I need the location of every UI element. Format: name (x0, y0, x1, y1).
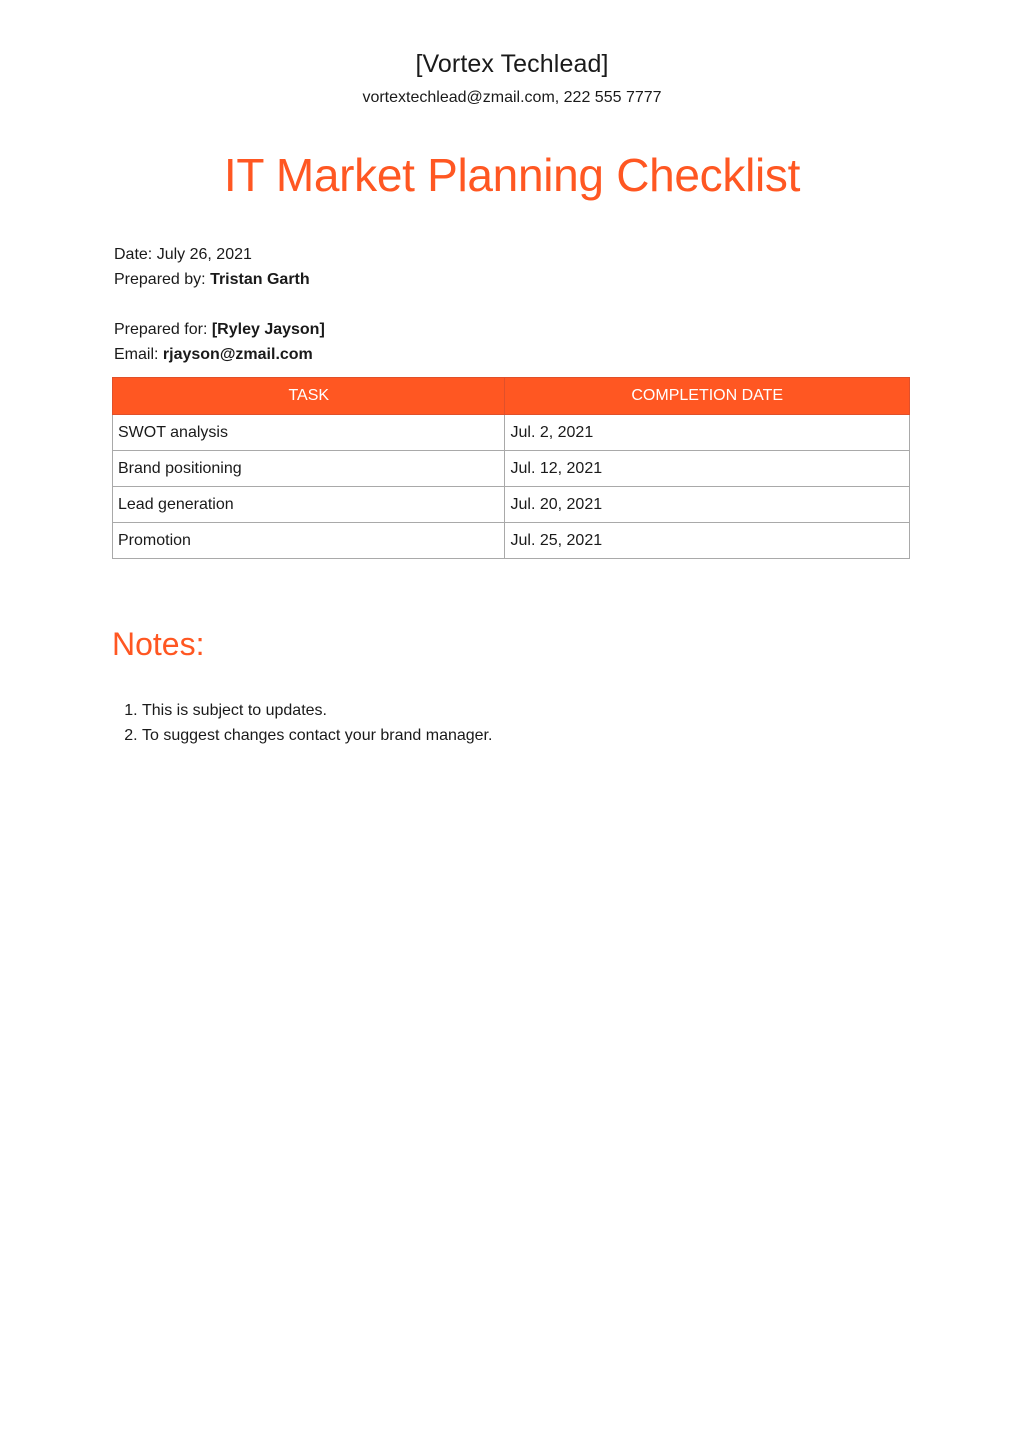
meta-date (114, 242, 252, 267)
completion-date-cell: Jul. 2, 2021 (505, 415, 910, 451)
meta-prepared-for-value: [Ryley Jayson] (211, 321, 325, 338)
column-header-completion-date: COMPLETION DATE (505, 378, 910, 415)
table-row (113, 451, 910, 487)
meta-date-value: July 26, 2021 (156, 246, 252, 263)
document-title: IT Market Planning Checklist (223, 149, 801, 201)
task-cell: SWOT analysis (113, 415, 505, 451)
company-name: [Vortex Techlead] (415, 50, 609, 78)
table-row (113, 415, 910, 451)
task-cell: Brand positioning (113, 451, 505, 487)
completion-date-cell: Jul. 25, 2021 (505, 523, 910, 559)
table-row (113, 487, 910, 523)
meta-email-label: Email: (114, 346, 159, 363)
table-header-row (113, 378, 910, 415)
table-row (113, 523, 910, 559)
notes-list (114, 698, 492, 748)
meta-prepared-by-value: Tristan Garth (210, 271, 310, 288)
completion-date-cell: Jul. 20, 2021 (505, 487, 910, 523)
column-header-task: TASK (113, 378, 505, 415)
completion-date-cell: Jul. 12, 2021 (505, 451, 910, 487)
task-table (112, 377, 910, 559)
meta-prepared-for-label: Prepared for: (114, 321, 208, 338)
task-cell: Promotion (113, 523, 505, 559)
list-item: 1. This is subject to updates. (142, 698, 492, 723)
task-cell: Lead generation (113, 487, 505, 523)
meta-date-label: Date: (114, 246, 153, 263)
notes-heading: Notes: (112, 626, 205, 662)
company-contact: vortextechlead@zmail.com, 222 555 7777 (362, 89, 662, 106)
meta-prepared-by (114, 267, 310, 292)
meta-email-value: rjayson@zmail.com (162, 346, 313, 363)
meta-prepared-by-label: Prepared by: (114, 271, 206, 288)
meta-email (114, 342, 313, 367)
list-item: 2. To suggest changes contact your brand manager. (142, 723, 492, 748)
meta-prepared-for (114, 317, 325, 342)
